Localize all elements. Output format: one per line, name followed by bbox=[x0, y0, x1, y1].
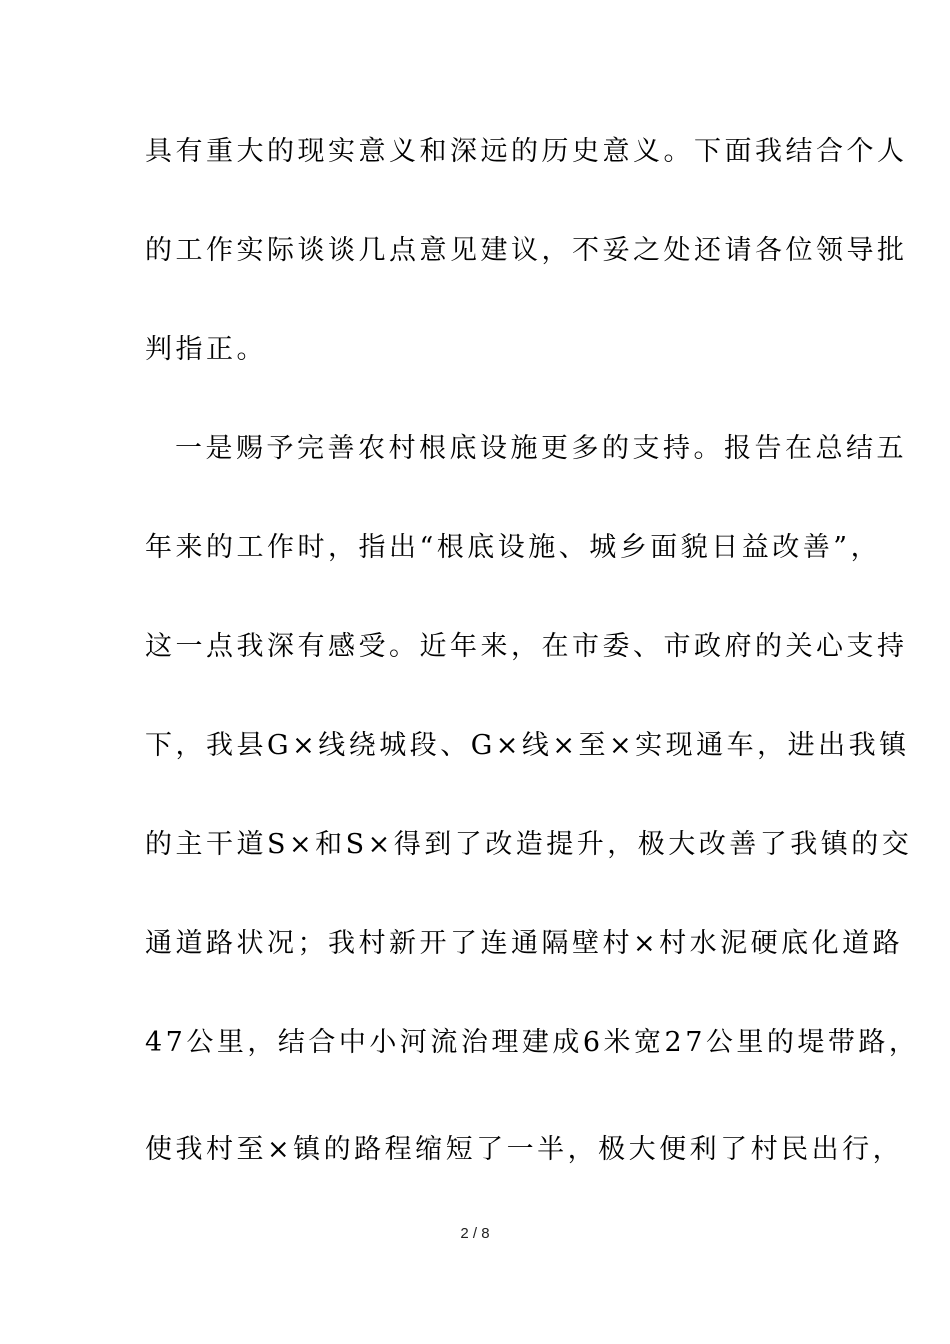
page-number: 2 / 8 bbox=[460, 1225, 490, 1242]
body-text-line: 具有重大的现实意义和深远的历史意义。下面我结合个人 bbox=[145, 136, 908, 167]
body-text-line: 的工作实际谈谈几点意见建议，不妥之处还请各位领导批 bbox=[145, 235, 908, 266]
body-text-line: 这一点我深有感受。近年来，在市委、市政府的关心支持 bbox=[145, 631, 908, 662]
body-text-line: 47公里，结合中小河流治理建成6米宽27公里的堤带路， bbox=[145, 1027, 920, 1058]
body-text-line: 通道路状况；我村新开了连通隔壁村×村水泥硬底化道路 bbox=[145, 928, 904, 959]
body-text-line: 年来的工作时，指出“根底设施、城乡面貌日益改善”， bbox=[145, 532, 882, 563]
body-text-line: 下，我县G×线绕城段、G×线×至×实现通车，进出我镇 bbox=[145, 730, 910, 761]
body-text-line: 的主干道S×和S×得到了改造提升，极大改善了我镇的交 bbox=[145, 829, 913, 860]
body-text-line: 使我村至×镇的路程缩短了一半，极大便利了村民出行， bbox=[145, 1134, 904, 1165]
body-text-line: 判指正。 bbox=[145, 334, 267, 365]
paragraph-first-line: 一是赐予完善农村根底设施更多的支持。报告在总结五 bbox=[175, 433, 907, 464]
